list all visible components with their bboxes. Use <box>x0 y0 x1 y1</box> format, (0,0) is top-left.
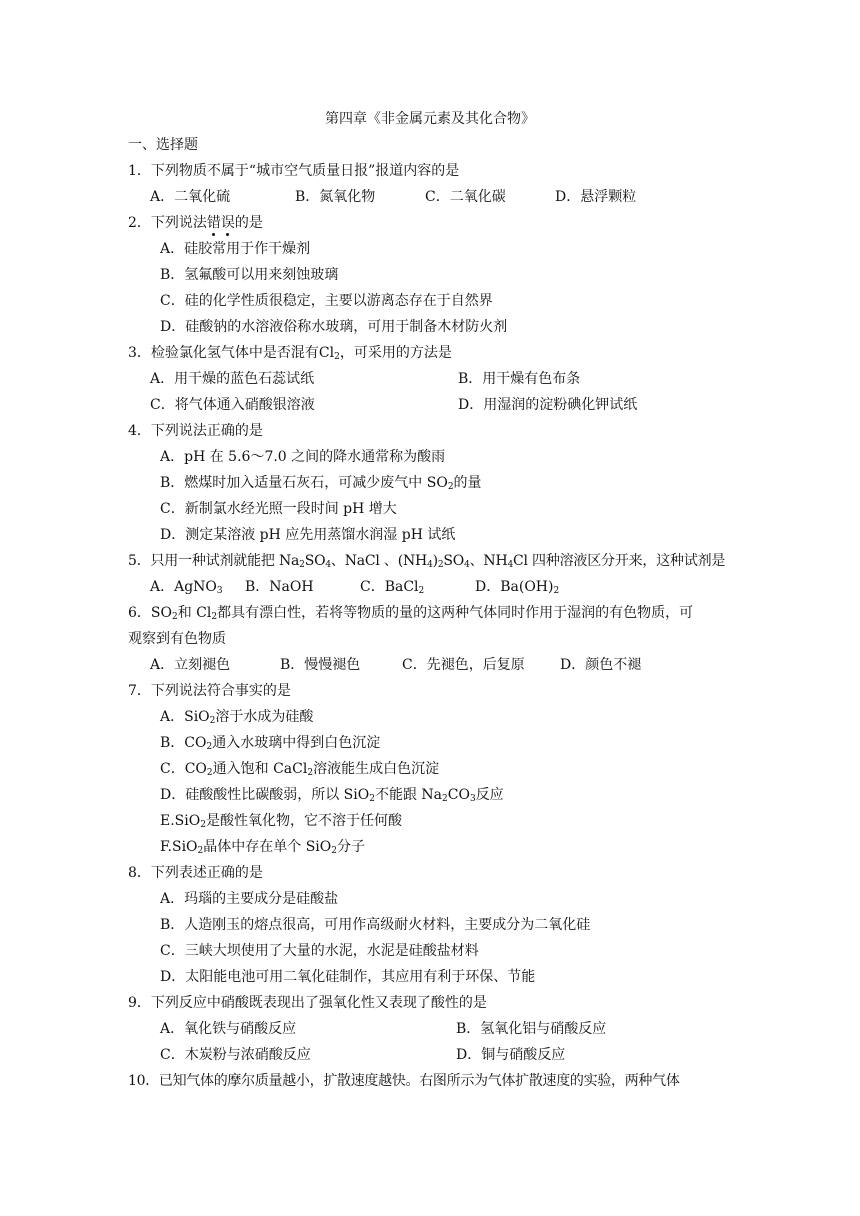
q3-option-a: A．用干燥的蓝色石蕊试纸 <box>150 371 315 387</box>
question-10-stem: 10．已知气体的摩尔质量越小，扩散速度越快。右图所示为气体扩散速度的实验，两种气体 <box>128 1073 680 1089</box>
q8-option-a: A．玛瑙的主要成分是硅酸盐 <box>160 891 339 907</box>
question-8-stem: 8．下列表述正确的是 <box>128 865 263 881</box>
question-3-stem: 3．检验氯化氢气体中是否混有$Cl_2$，可采用的方法是 <box>128 345 452 362</box>
question-6-stem-continued: 观察到有色物质 <box>128 631 226 647</box>
q7-option-b: B．$CO_2$通入水玻璃中得到白色沉淀 <box>160 735 381 752</box>
q6-option-d: D．颜色不褪 <box>560 657 642 673</box>
q4-option-d: D．测定某溶液 pH 应先用蒸馏水润湿 pH 试纸 <box>160 527 456 543</box>
q3-option-d: D．用湿润的淀粉碘化钾试纸 <box>458 397 638 413</box>
page-title: 第四章《非金属元素及其化合物》 <box>325 111 535 127</box>
q6-option-b: B．慢慢褪色 <box>280 657 361 673</box>
q6-option-c: C．先褪色，后复原 <box>402 657 525 673</box>
section-heading: 一、选择题 <box>128 137 198 153</box>
question-5-stem: 5．只用一种试剂就能把 $Na_2SO_4$、NaCl 、$(NH_4)_2SO_4$、$NH_4Cl$ 四种溶液区分开来，这种试剂是 <box>128 553 726 570</box>
question-9-stem: 9．下列反应中硝酸既表现出了强氧化性又表现了酸性的是 <box>128 995 487 1011</box>
q8-option-c: C．三峡大坝使用了大量的水泥，水泥是硅酸盐材料 <box>160 943 479 959</box>
q8-option-b: B．人造刚玉的熔点很高，可用作高级耐火材料，主要成分为二氧化硅 <box>160 917 591 933</box>
q5-option-c: C．BaCl$_2$ <box>360 579 425 596</box>
question-4-stem: 4．下列说法正确的是 <box>128 423 263 439</box>
q9-option-b: B．氢氧化铝与硝酸反应 <box>456 1021 607 1037</box>
q9-option-c: C．木炭粉与浓硝酸反应 <box>160 1047 311 1063</box>
q3-option-b: B．用干燥有色布条 <box>458 371 581 387</box>
q9-option-d: D．铜与硝酸反应 <box>456 1047 566 1063</box>
q2-option-c: C．硅的化学性质很稳定，主要以游离态存在于自然界 <box>160 293 493 309</box>
q4-option-b: B．燃煤时加入适量石灰石，可减少废气中 $SO_2$的量 <box>160 475 482 492</box>
q5-option-a: A．AgNO$_3$ <box>150 579 223 596</box>
q2-option-a: A．硅胶常用于作干燥剂 <box>160 241 311 257</box>
q7-option-f: F.SiO$_2$晶体中存在单个 SiO$_2$分子 <box>160 839 365 856</box>
q9-option-a: A．氧化铁与硝酸反应 <box>160 1021 297 1037</box>
emphasis-mark: 误 <box>220 215 235 231</box>
q5-option-d: D．$Ba(OH)_2$ <box>475 579 560 596</box>
q2-option-b: B．氢氟酸可以用来刻蚀玻璃 <box>160 267 339 283</box>
q7-option-d: D．硅酸酸性比碳酸弱，所以 SiO$_2$不能跟 $Na_2CO_3$反应 <box>160 787 504 804</box>
emphasis-mark: 错 <box>206 215 221 231</box>
question-6-stem: 6．$SO_2$和 $Cl_2$都具有漂白性，若将等物质的量的这两种气体同时作用于湿润的有色物质，可 <box>128 605 694 622</box>
question-7-stem: 7．下列说法符合事实的是 <box>128 683 291 699</box>
question-2-stem: 2．下列说法错误的是 <box>128 215 263 231</box>
q4-option-c: C．新制氯水经光照一段时间 pH 增大 <box>160 501 397 517</box>
q3-option-c: C．将气体通入硝酸银溶液 <box>150 397 315 413</box>
q7-option-c: C．$CO_2$通入饱和 CaCl$_2$溶液能生成白色沉淀 <box>160 761 440 778</box>
q4-option-a: A．pH 在 5.6～7.0 之间的降水通常称为酸雨 <box>160 449 446 465</box>
question-1-stem: 1．下列物质不属于“城市空气质量日报”报道内容的是 <box>128 163 460 179</box>
q5-option-b: B．NaOH <box>245 579 314 595</box>
q1-option-a: A．二氧化硫 <box>150 189 231 205</box>
q7-option-e: E.SiO$_2$是酸性氧化物，它不溶于任何酸 <box>160 813 402 830</box>
q6-option-a: A．立刻褪色 <box>150 657 231 673</box>
q1-option-b: B．氮氧化物 <box>295 189 376 205</box>
q1-option-d: D．悬浮颗粒 <box>555 189 637 205</box>
q1-option-c: C．二氧化碳 <box>425 189 506 205</box>
q2-option-d: D．硅酸钠的水溶液俗称水玻璃，可用于制备木材防火剂 <box>160 319 508 335</box>
q8-option-d: D．太阳能电池可用二氧化硅制作，其应用有利于环保、节能 <box>160 969 536 985</box>
q7-option-a: A．SiO$_2$溶于水成为硅酸 <box>160 709 314 726</box>
